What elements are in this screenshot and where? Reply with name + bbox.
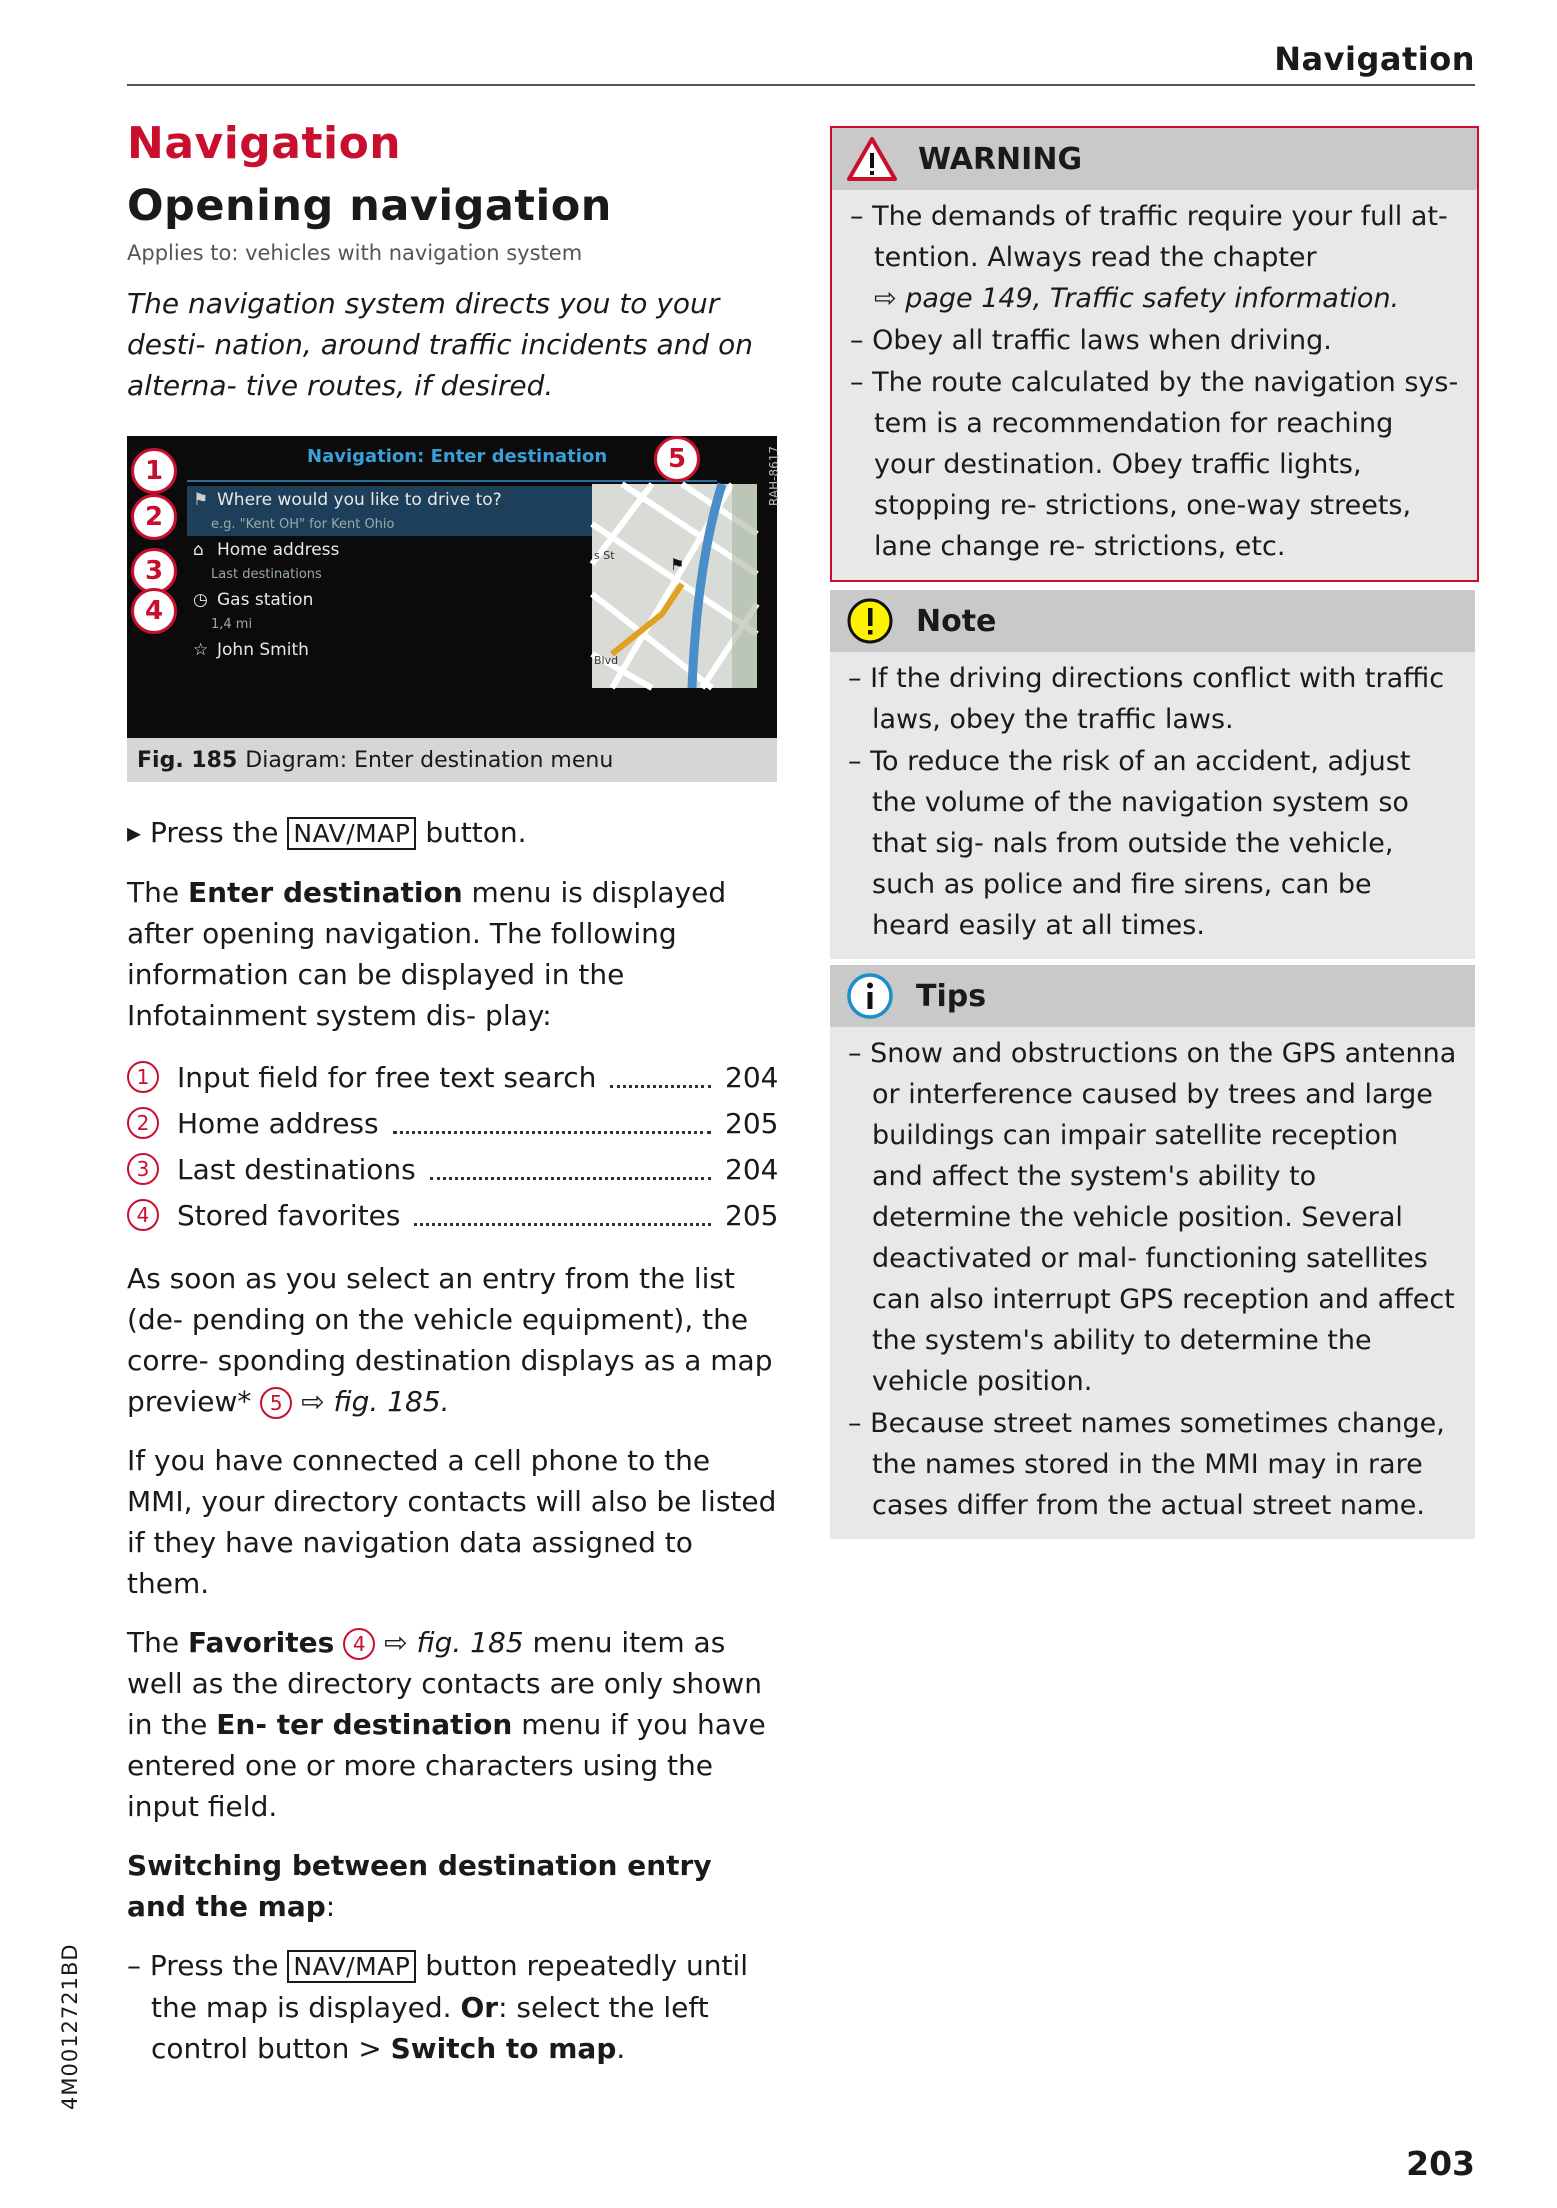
tips-item: – Snow and obstructions on the GPS antenna or interference caused by trees and large buildings can impair satellite reception and affect the system's ability to determine the vehicle position. Several deactivated or mal- functioning satellites can also interrupt GPS reception and affect the system's ability to determine the vehicle position. <box>848 1038 1457 1397</box>
page-heading: Opening navigation <box>127 181 612 231</box>
warning-item-text: Obey all traffic laws when driving. <box>872 325 1332 356</box>
p1-bold: Enter destination <box>187 876 463 909</box>
distance-label: 1,4 mi <box>211 617 253 632</box>
note-item-text: To reduce the risk of an accident, adjust the volume of the navigation system so that sig- nals from outside the vehicle, such as police and fire sirens, can be heard easily at all times. <box>870 746 1411 941</box>
paragraph-2 <box>127 1258 777 1422</box>
tips-item-text: Snow and obstructions on the GPS antenna or interference caused by trees and large buildings can impair satellite reception and affect the system's ability to determine the vehicle position. Several deactivated or mal- functioning satellites can also interrupt GPS reception and affect the system's ability to determine the vehicle position. <box>870 1038 1457 1397</box>
paragraph-4 <box>127 1622 777 1827</box>
ref-number: 1 <box>127 1061 159 1093</box>
reference-row[interactable] <box>127 1054 777 1100</box>
ref-number: 3 <box>127 1153 159 1185</box>
arrow-icon: ▸ <box>127 816 142 849</box>
press-pre: Press the <box>149 816 279 849</box>
ref-number: 4 <box>127 1199 159 1231</box>
warning-triangle-icon <box>844 134 900 184</box>
page-number: 203 <box>1406 2144 1475 2183</box>
warning-item-text: The demands of traffic require your full at- tention. Always read the chapter <box>872 201 1448 273</box>
ref-label: Input field for free text search <box>177 1060 597 1094</box>
note-title: Note <box>916 603 997 639</box>
note-box <box>830 590 1475 959</box>
callout-5: 5 <box>654 436 700 482</box>
applies-to: Applies to: vehicles with navigation system <box>127 241 583 265</box>
ref-page: 204 <box>725 1060 779 1094</box>
warning-item-text: The route calculated by the navigation sys- tem is a recommendation for reaching your destination. Obey traffic lights, stopping re- strictions, one-way streets, lane change re- strictions, etc. <box>872 367 1459 562</box>
p2-text: As soon as you select an entry from the list (de- pending on the vehicle equipment), the corre- sponding destination displays as a map preview* <box>127 1262 773 1418</box>
home-label: Home address <box>217 540 340 560</box>
destination-flag-icon: ⚑ <box>670 555 685 574</box>
callout-1: 1 <box>131 448 177 494</box>
switch-or: Or <box>460 1991 499 2024</box>
fig-ref-link[interactable]: ⇨ fig. 185. <box>301 1385 450 1418</box>
ref-num-4: 4 <box>343 1628 375 1660</box>
tips-title: Tips <box>916 978 987 1014</box>
p4-mid: menu item as well as the directory contacts are only shown in the <box>127 1626 762 1741</box>
p4-bold: Favorites <box>187 1626 335 1659</box>
p4-post: menu if you have entered one or more characters using the input field. <box>127 1708 766 1823</box>
reference-row[interactable] <box>127 1146 777 1192</box>
tips-header <box>830 965 1475 1027</box>
ref-label: Home address <box>177 1106 379 1140</box>
switch-heading <box>127 1845 777 1927</box>
paragraph-1 <box>127 872 777 1036</box>
intro-text: The navigation system directs you to your desti- nation, around traffic incidents and on alterna- tive routes, if desired. <box>127 287 753 402</box>
callout-2: 2 <box>131 494 177 540</box>
p1-pre: The <box>127 876 180 909</box>
ref-num-5: 5 <box>260 1387 292 1419</box>
reference-list <box>127 1054 777 1238</box>
callout-4: 4 <box>131 588 177 634</box>
ref-page: 205 <box>725 1198 779 1232</box>
home-icon: ⌂ <box>193 540 204 560</box>
exclamation-icon <box>842 596 898 646</box>
leader-dots <box>610 1067 711 1088</box>
switch-colon: : <box>325 1890 336 1923</box>
switch-instruction <box>127 1945 777 2069</box>
search-placeholder: Where would you like to drive to? <box>217 490 502 510</box>
p1-post: menu is displayed after opening navigation. The following information can be displayed in the Infotainment system dis- play: <box>127 876 727 1032</box>
figure-185 <box>127 436 781 782</box>
warning-item: – The demands of traffic require your full at- tention. Always read the chapter ⇨ page 149, Traffic safety information. <box>850 201 1448 314</box>
warning-item: – Obey all traffic laws when driving. <box>850 325 1332 356</box>
caption-text: Diagram: Enter destination menu <box>245 748 614 773</box>
reference-row[interactable] <box>127 1100 777 1146</box>
warning-title: WARNING <box>918 141 1083 177</box>
p4-pre: The <box>127 1626 180 1659</box>
info-icon <box>842 971 898 1021</box>
map-label-blvd: Blvd <box>594 654 619 667</box>
star-icon: ☆ <box>193 640 209 660</box>
gas-station-label: Gas station <box>217 590 314 610</box>
ref-label: Stored favorites <box>177 1198 401 1232</box>
search-hint: e.g. "Kent OH" for Kent Ohio <box>187 514 717 536</box>
warning-item: – The route calculated by the navigation sys- tem is a recommendation for reaching your destination. Obey traffic lights, stopping re- strictions, one-way streets, lane change re- strictions, etc. <box>850 367 1459 562</box>
switch-mid: button repeatedly until the map is displayed. <box>151 1949 749 2024</box>
clock-icon: ◷ <box>193 590 208 610</box>
left-column <box>127 118 781 2069</box>
fig-ref-link-2[interactable]: ⇨ fig. 185 <box>384 1626 524 1659</box>
tips-body <box>830 1027 1475 1539</box>
callout-3: 3 <box>131 548 177 594</box>
switch-mid2: : select the left control button > <box>151 1991 709 2065</box>
section-title: Navigation <box>127 118 402 169</box>
screen-title: Navigation: Enter destination <box>307 446 608 467</box>
switch-bold: Switch to map <box>390 2032 617 2065</box>
figure-code: RAH-8617 <box>767 446 781 506</box>
leader-dots <box>414 1205 711 1226</box>
tips-box <box>830 965 1475 1539</box>
last-destinations-header: Last destinations <box>211 567 322 582</box>
leader-dots <box>393 1113 711 1134</box>
ref-page: 204 <box>725 1152 779 1186</box>
running-header: Navigation <box>1274 40 1475 78</box>
switch-pre: – Press the <box>127 1949 279 1982</box>
tips-item: – Because street names sometimes change, the names stored in the MMI may in rare cases differ from the actual street name. <box>848 1408 1445 1521</box>
map-preview <box>592 484 757 688</box>
figure-caption <box>127 738 777 782</box>
note-item: – If the driving directions conflict with traffic laws, obey the traffic laws. <box>848 663 1445 735</box>
page-ref-link[interactable]: ⇨ page 149, Traffic safety information. <box>874 283 1400 314</box>
switch-heading-text: Switching between destination entry and the map <box>127 1849 712 1923</box>
switch-end: . <box>616 2032 626 2065</box>
search-flag-icon: ⚑ <box>193 490 209 510</box>
note-body <box>830 652 1475 959</box>
tips-item-text: Because street names sometimes change, the names stored in the MMI may in rare cases differ from the actual street name. <box>870 1408 1445 1521</box>
header-rule <box>127 84 1475 86</box>
warning-body <box>832 190 1477 580</box>
p4-bold2: En- ter destination <box>216 1708 513 1741</box>
ref-page: 205 <box>725 1106 779 1140</box>
caption-number: Fig. 185 <box>137 748 238 773</box>
note-item: – To reduce the risk of an accident, adjust the volume of the navigation system so that sig- nals from outside the vehicle, such as police and fire sirens, can be heard easily at all times. <box>848 746 1411 941</box>
note-item-text: If the driving directions conflict with traffic laws, obey the traffic laws. <box>870 663 1445 735</box>
warning-header <box>832 128 1477 190</box>
screen-divider <box>187 480 717 482</box>
nav-map-key-2: NAV/MAP <box>287 1950 416 1983</box>
press-instruction <box>127 812 777 854</box>
john-label: John Smith <box>217 640 309 660</box>
leader-dots <box>430 1159 711 1180</box>
paragraph-3: If you have connected a cell phone to the MMI, your directory contacts will also be listed if they have navigation data assigned to them. <box>127 1444 777 1600</box>
warning-box <box>830 126 1479 582</box>
document-code: 4M0012721BD <box>58 1943 82 2110</box>
nav-map-key: NAV/MAP <box>287 817 416 850</box>
press-post: button. <box>425 816 527 849</box>
mmi-screen <box>127 436 781 738</box>
reference-row[interactable] <box>127 1192 777 1238</box>
ref-number: 2 <box>127 1107 159 1139</box>
ref-label: Last destinations <box>177 1152 416 1186</box>
note-header <box>830 590 1475 652</box>
map-label-st: s St <box>594 549 615 562</box>
